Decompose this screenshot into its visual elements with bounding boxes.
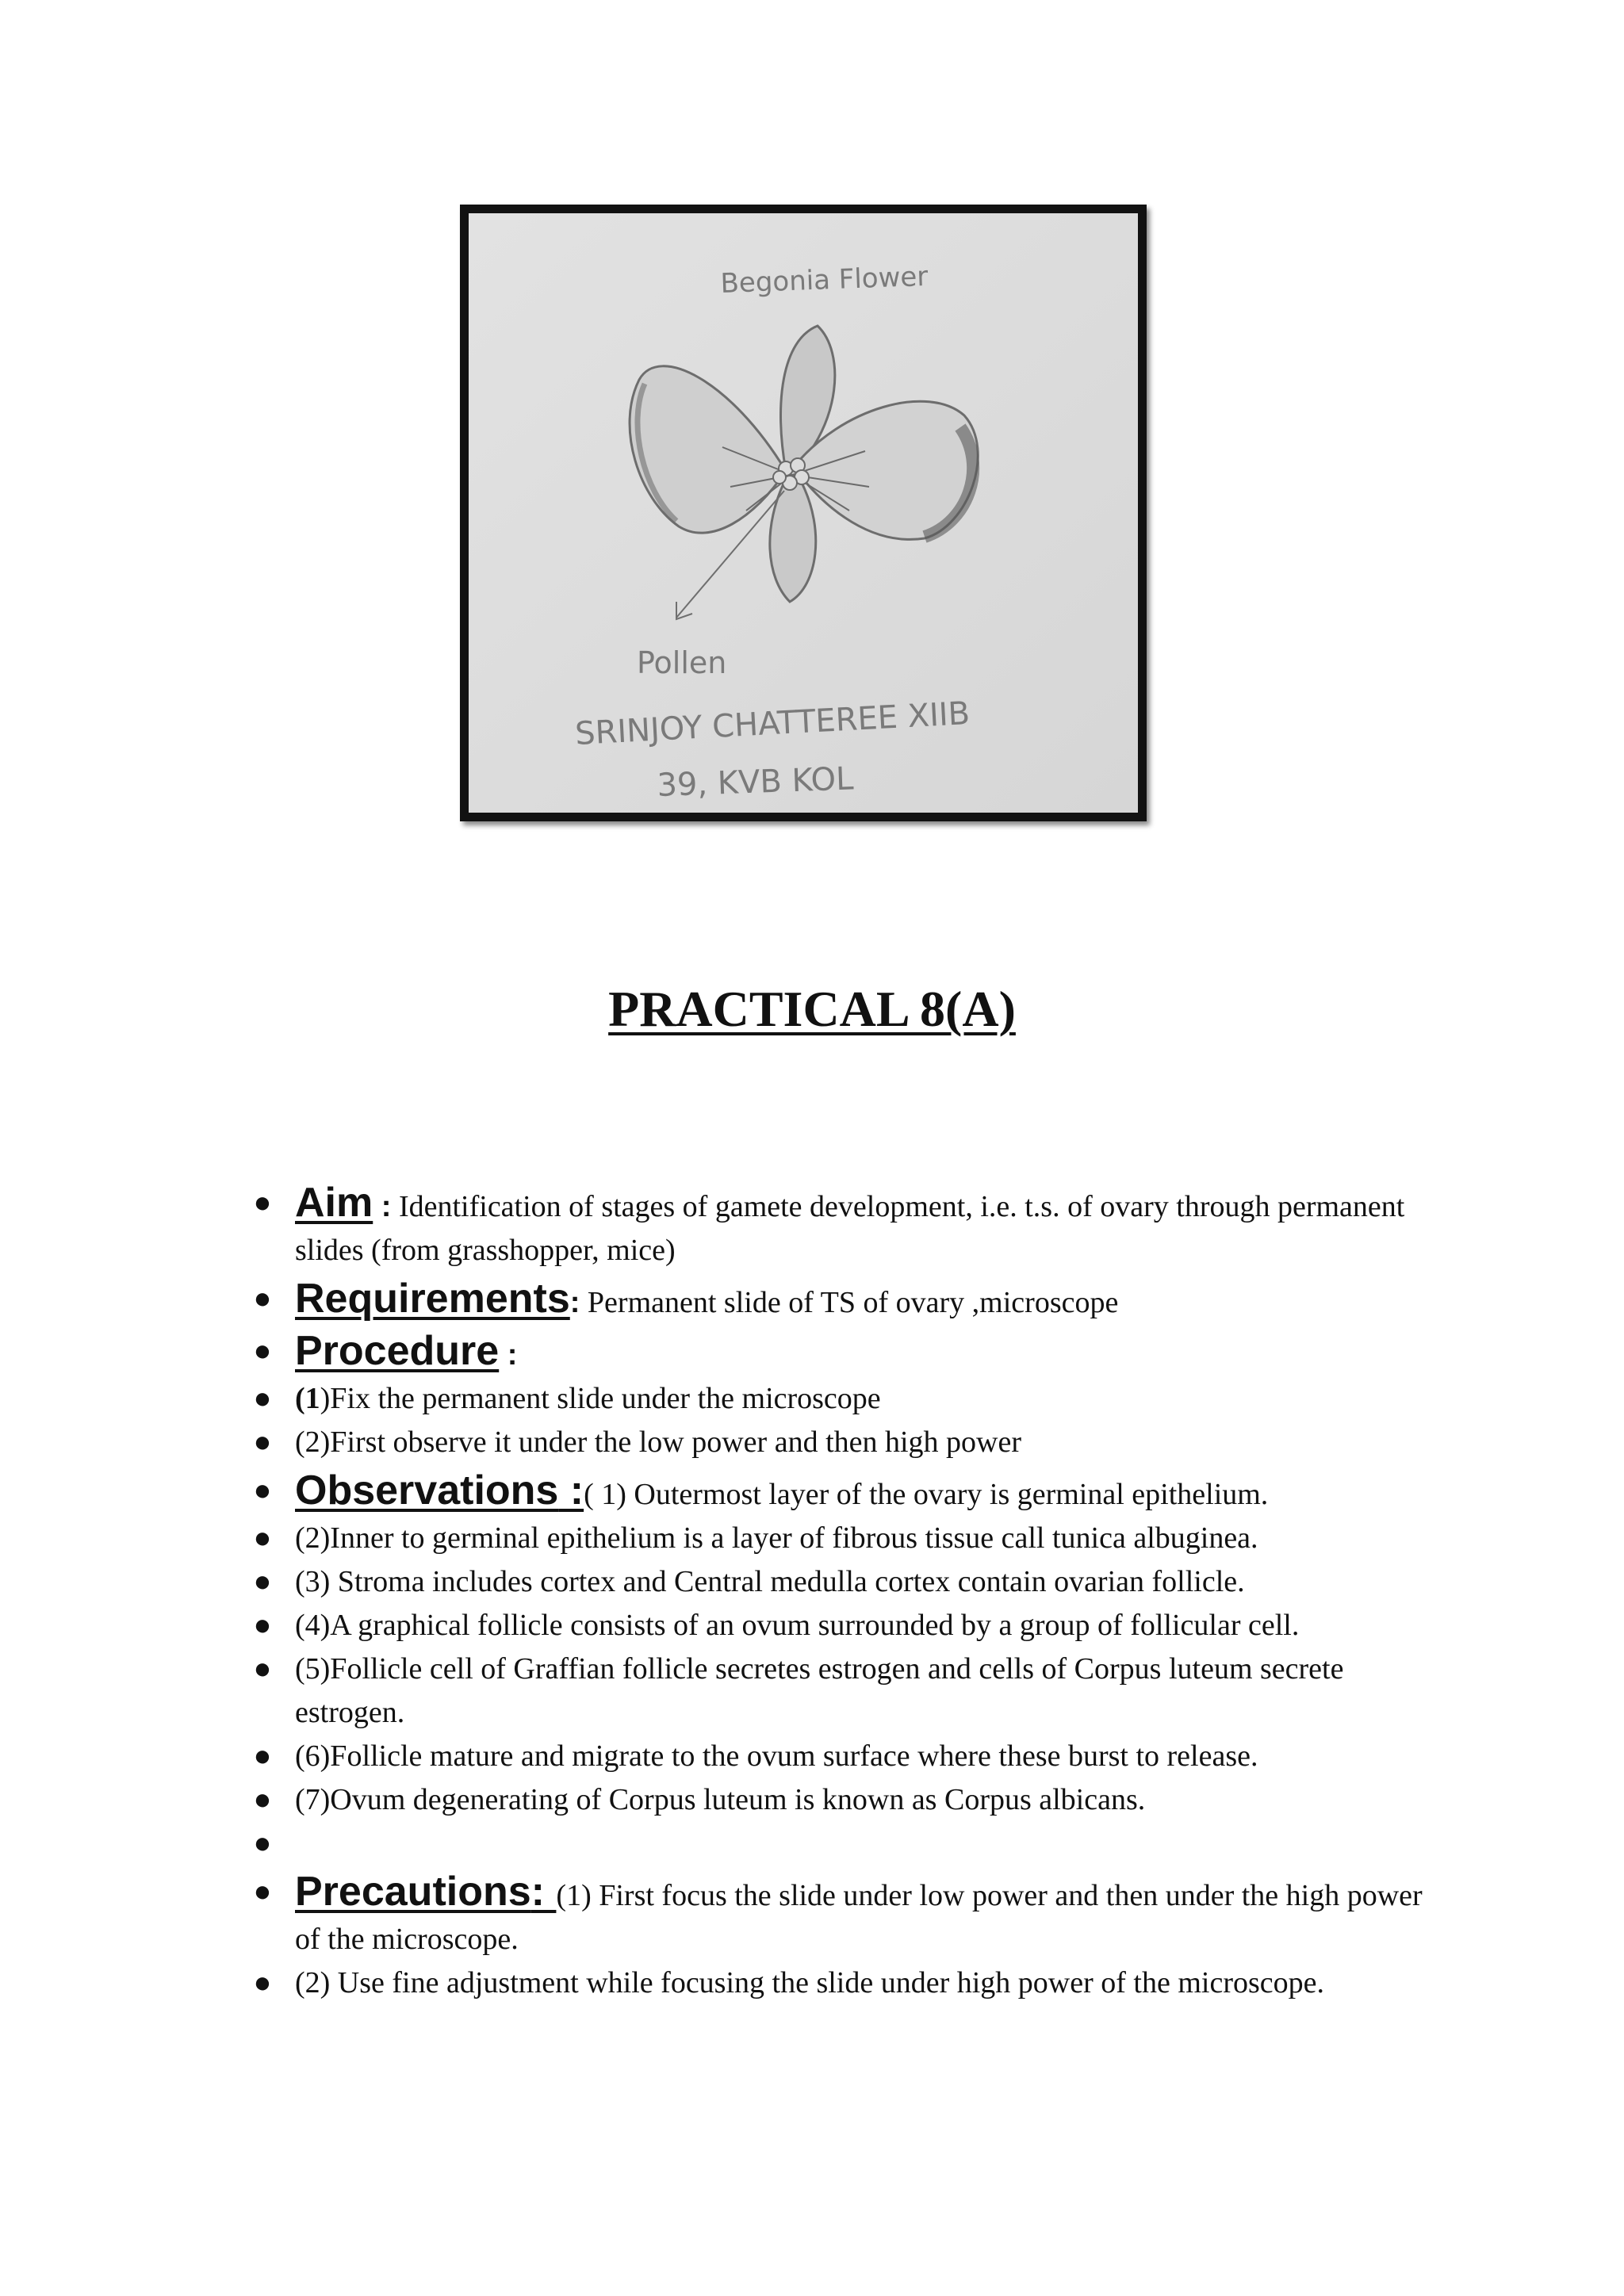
bullet-icon: ● xyxy=(253,1966,272,1999)
requirements-text: Permanent slide of TS of ovary ,microscope xyxy=(580,1286,1119,1319)
precaution-2 xyxy=(253,1961,1429,2005)
bullet-icon: ● xyxy=(253,1875,272,1908)
aim-item xyxy=(253,1180,1429,1272)
bullet-icon: ● xyxy=(253,1783,272,1816)
practical-content-list xyxy=(253,1177,1429,2005)
requirements-colon: : xyxy=(569,1286,580,1319)
observation-3 xyxy=(253,1560,1429,1604)
precautions-item xyxy=(253,1869,1429,1961)
observation-7-text: (7)Ovum degenerating of Corpus luteum is known as Corpus albicans. xyxy=(295,1783,1146,1816)
author-class-line: 39, KVB KOL xyxy=(656,760,855,804)
procedure-heading: Procedure xyxy=(295,1328,500,1374)
precautions-colon: : xyxy=(530,1869,557,1915)
procedure-step-2-text: (2)First observe it under the low power and then high power xyxy=(295,1425,1022,1459)
bullet-icon: ● xyxy=(253,1425,272,1459)
observation-2-text: (2)Inner to germinal epithelium is a layer of fibrous tissue call tunica albuginea. xyxy=(295,1521,1258,1555)
practical-title: PRACTICAL 8(A) xyxy=(608,981,1016,1037)
bullet-icon: ● xyxy=(253,1282,272,1315)
procedure-step-1-text: )Fix the permanent slide under the microscope xyxy=(320,1382,881,1415)
bullet-icon: ● xyxy=(253,1609,272,1642)
precaution-2-text: (2) Use fine adjustment while focusing the slide under high power of the microscope. xyxy=(295,1966,1324,1999)
begonia-flower-sketch-photo xyxy=(460,205,1147,821)
observation-5-text: (5)Follicle cell of Graffian follicle secretes estrogen and cells of Corpus luteum secrete estrogen. xyxy=(295,1652,1344,1729)
observation-6-text: (6)Follicle mature and migrate to the ovum surface where these burst to release. xyxy=(295,1739,1258,1773)
observations-text: ( 1) Outermost layer of the ovary is germinal epithelium. xyxy=(584,1478,1269,1511)
aim-text: Identification of stages of gamete development, i.e. t.s. of ovary through permanent slides (from grasshopper, mice) xyxy=(295,1190,1405,1267)
pollen-label: Pollen xyxy=(637,645,727,680)
bullet-icon: ● xyxy=(253,1186,272,1219)
observations-colon: : xyxy=(558,1468,584,1513)
empty-list-item xyxy=(253,1822,1429,1866)
requirements-item xyxy=(253,1276,1429,1325)
bullet-icon: ● xyxy=(253,1565,272,1598)
bullet-icon: ● xyxy=(253,1334,272,1368)
precautions-text: (1) First focus the slide under low power and then under the high power of the microscope. xyxy=(295,1879,1423,1956)
bullet-icon: ● xyxy=(253,1521,272,1555)
observation-6 xyxy=(253,1735,1429,1778)
observation-2 xyxy=(253,1517,1429,1560)
bullet-icon: ● xyxy=(253,1474,272,1507)
aim-heading: Aim xyxy=(295,1180,373,1226)
observation-4 xyxy=(253,1604,1429,1647)
begonia-flower-drawing xyxy=(469,213,1138,813)
requirements-heading: Requirements xyxy=(295,1276,570,1322)
observations-item xyxy=(253,1468,1429,1517)
bullet-icon: ● xyxy=(253,1652,272,1686)
observations-heading: Observations xyxy=(295,1468,559,1513)
author-name-line: SRINJOY CHATTEREE XIIB xyxy=(574,695,971,752)
observation-7 xyxy=(253,1778,1429,1822)
bullet-icon: ● xyxy=(253,1827,272,1860)
observation-3-text: (3) Stroma includes cortex and Central medulla cortex contain ovarian follicle. xyxy=(295,1565,1245,1598)
procedure-step-2 xyxy=(253,1421,1429,1464)
procedure-colon: : xyxy=(499,1338,518,1372)
procedure-step-1 xyxy=(253,1377,1429,1421)
bullet-icon: ● xyxy=(253,1739,272,1773)
procedure-item xyxy=(253,1328,1429,1377)
precautions-heading: Precautions xyxy=(295,1869,531,1915)
bullet-icon: ● xyxy=(253,1382,272,1415)
procedure-step-1-number: (1 xyxy=(295,1382,320,1415)
aim-colon: : xyxy=(373,1190,392,1223)
observation-4-text: (4)A graphical follicle consists of an ovum surrounded by a group of follicular cell. xyxy=(295,1609,1300,1642)
observation-5 xyxy=(253,1647,1429,1735)
sketch-caption: Begonia Flower xyxy=(719,260,929,300)
